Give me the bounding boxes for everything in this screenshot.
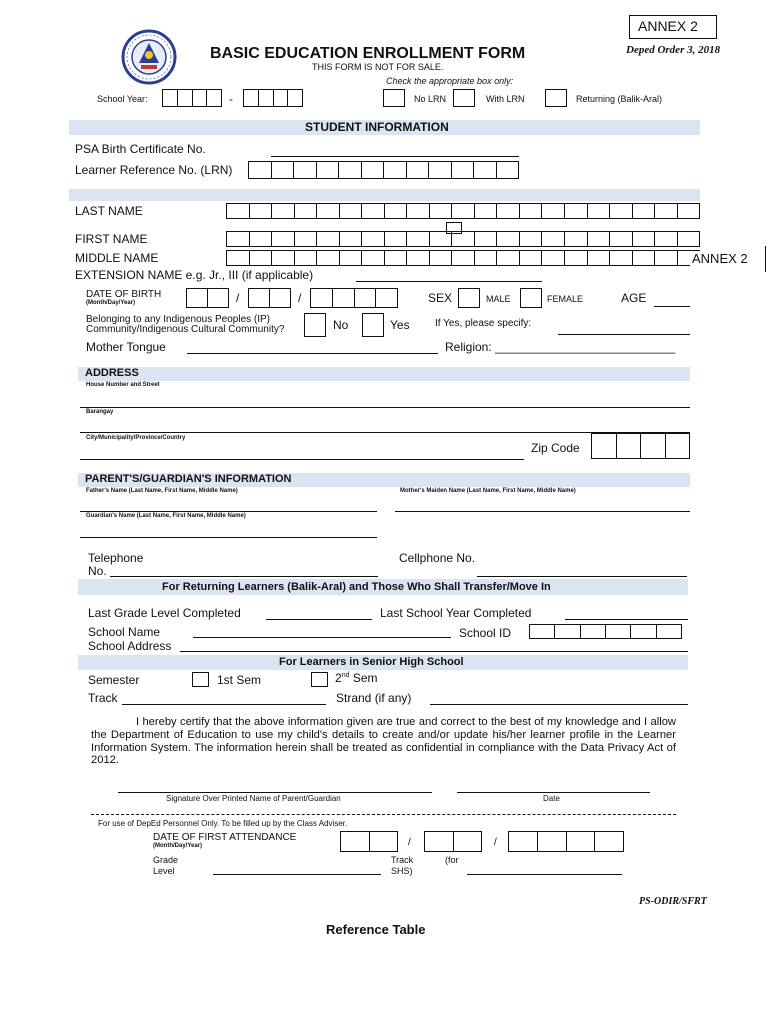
school-year-dash: - bbox=[229, 92, 233, 106]
first-attendance-label: DATE OF FIRST ATTENDANCE bbox=[153, 832, 297, 843]
semester-label: Semester bbox=[88, 673, 140, 687]
zip-code-input[interactable] bbox=[591, 433, 690, 459]
if-yes-label: If Yes, please specify: bbox=[435, 318, 532, 329]
attendance-year-input[interactable] bbox=[508, 831, 624, 852]
middle-name-input[interactable] bbox=[226, 250, 700, 266]
lrn-input[interactable] bbox=[248, 161, 519, 179]
dob-slash-1: / bbox=[236, 291, 240, 305]
last-name-input[interactable] bbox=[226, 203, 700, 219]
school-year-end-input[interactable] bbox=[243, 89, 303, 107]
school-year-label: School Year: bbox=[97, 94, 148, 104]
address-heading: ADDRESS bbox=[85, 367, 139, 379]
first-attendance-hint: (Month/Day/Year) bbox=[153, 843, 203, 849]
name-band bbox=[69, 189, 700, 201]
zip-code-label: Zip Code bbox=[531, 441, 580, 455]
extension-name-label: EXTENSION NAME e.g. Jr., III (if applicable) bbox=[75, 268, 314, 282]
ip-yes-checkbox[interactable] bbox=[362, 313, 384, 337]
guardian-name-label: Guardian's Name (Last Name, First Name, Middle Name) bbox=[86, 513, 246, 519]
strand-label: Strand (if any) bbox=[336, 691, 412, 705]
middle-name-label: MIDDLE NAME bbox=[75, 251, 159, 265]
cut-line-divider bbox=[91, 814, 676, 815]
returning-heading: For Returning Learners (Balik-Aral) and Those Who Shall Transfer/Move In bbox=[162, 581, 551, 593]
second-sem-checkbox[interactable] bbox=[311, 672, 328, 687]
ip-no-checkbox[interactable] bbox=[304, 313, 326, 337]
dob-label: DATE OF BIRTH bbox=[86, 289, 162, 300]
school-id-input[interactable] bbox=[529, 624, 682, 639]
deped-order: Deped Order 3, 2018 bbox=[626, 44, 721, 56]
form-title: BASIC EDUCATION ENROLLMENT FORM bbox=[210, 45, 526, 62]
dob-day-input[interactable] bbox=[248, 288, 291, 308]
father-name-input[interactable] bbox=[80, 511, 377, 512]
father-name-label: Father's Name (Last Name, First Name, Middle Name) bbox=[86, 488, 238, 494]
female-checkbox[interactable] bbox=[520, 288, 542, 308]
male-checkbox[interactable] bbox=[458, 288, 480, 308]
house-street-input[interactable] bbox=[80, 407, 690, 408]
dob-hint: (Month/Day/Year) bbox=[86, 300, 136, 306]
psa-label: PSA Birth Certificate No. bbox=[75, 142, 206, 156]
signature-line[interactable] bbox=[118, 792, 432, 793]
ip-yes-label: Yes bbox=[390, 318, 410, 332]
returning-label: Returning (Balik-Aral) bbox=[576, 94, 663, 104]
attendance-month-input[interactable] bbox=[340, 831, 398, 852]
dob-slash-2: / bbox=[298, 291, 302, 305]
no-lrn-checkbox[interactable] bbox=[383, 89, 405, 107]
house-street-label: House Number and Street bbox=[86, 382, 160, 388]
grade-label-2: Level bbox=[153, 866, 175, 876]
extension-name-input[interactable] bbox=[356, 281, 542, 282]
date-label: Date bbox=[543, 794, 560, 803]
attendance-slash-1: / bbox=[408, 837, 411, 848]
first-sem-checkbox[interactable] bbox=[192, 672, 209, 687]
cellphone-label: Cellphone No. bbox=[399, 551, 476, 565]
parents-heading: PARENT'S/GUARDIAN'S INFORMATION bbox=[85, 473, 292, 485]
mother-name-input[interactable] bbox=[395, 511, 690, 512]
with-lrn-label: With LRN bbox=[486, 94, 525, 104]
certification-text: I hereby certify that the above information given are true and correct to the best of my knowledge and I allow the Department of Education to use my child's details to create and/or update his/her learner profile in the Learner Information System. The information herein shall be treated as confidential in compliance with the Data Privacy Act of 2012. bbox=[91, 716, 676, 767]
mother-tongue-label: Mother Tongue bbox=[86, 340, 166, 354]
no-lrn-label: No LRN bbox=[414, 94, 447, 104]
last-sy-input[interactable] bbox=[565, 619, 688, 620]
ip-question-line1: Belonging to any Indigenous Peoples (IP) bbox=[86, 314, 271, 325]
track-for-label: (for bbox=[445, 855, 459, 865]
dob-year-input[interactable] bbox=[310, 288, 398, 308]
telephone-input[interactable] bbox=[110, 576, 378, 577]
last-grade-input[interactable] bbox=[266, 619, 372, 620]
with-lrn-checkbox[interactable] bbox=[453, 89, 475, 107]
reference-table-heading: Reference Table bbox=[326, 922, 426, 937]
first-name-input[interactable] bbox=[226, 231, 700, 247]
grade-label-1: Grade bbox=[153, 855, 179, 865]
attendance-day-input[interactable] bbox=[424, 831, 482, 852]
ip-question-line2: Community/Indigenous Cultural Community? bbox=[86, 324, 285, 335]
cellphone-input[interactable] bbox=[477, 576, 687, 577]
school-name-label: School Name bbox=[88, 625, 161, 639]
form-code: PS-ODIR/SFRT bbox=[639, 896, 707, 907]
ip-no-label: No bbox=[333, 318, 349, 332]
deped-seal-icon bbox=[121, 29, 177, 85]
guardian-name-input[interactable] bbox=[80, 537, 377, 538]
school-address-input[interactable] bbox=[180, 651, 688, 652]
last-name-label: LAST NAME bbox=[75, 204, 143, 218]
track-shs-label-1: Track bbox=[391, 855, 414, 865]
male-label: MALE bbox=[486, 294, 511, 304]
female-label: FEMALE bbox=[547, 294, 584, 304]
date-line[interactable] bbox=[457, 792, 650, 793]
psa-input[interactable] bbox=[271, 156, 519, 157]
student-info-heading: STUDENT INFORMATION bbox=[305, 120, 449, 134]
age-input[interactable] bbox=[654, 306, 690, 307]
personnel-note: For use of DepEd Personnel Only. To be filled up by the Class Adviser. bbox=[98, 819, 348, 828]
religion-label: Religion: ___________________________ bbox=[445, 340, 676, 354]
barangay-label: Barangay bbox=[86, 409, 114, 415]
returning-checkbox[interactable] bbox=[545, 89, 567, 107]
track-shs-input[interactable] bbox=[467, 874, 622, 875]
school-id-label: School ID bbox=[459, 626, 512, 640]
last-sy-label: Last School Year Completed bbox=[380, 606, 532, 620]
school-address-label: School Address bbox=[88, 639, 172, 653]
attendance-slash-2: / bbox=[494, 837, 497, 848]
annex-side-label: ANNEX 2 bbox=[692, 251, 748, 266]
annex-label: ANNEX 2 bbox=[638, 18, 698, 34]
track-shs-label-2: SHS) bbox=[391, 866, 413, 876]
mother-tongue-input[interactable] bbox=[187, 353, 438, 354]
strand-input[interactable] bbox=[430, 704, 688, 705]
lrn-label: Learner Reference No. (LRN) bbox=[75, 163, 233, 177]
address-band bbox=[78, 367, 690, 381]
city-input[interactable] bbox=[80, 459, 524, 460]
first-name-label: FIRST NAME bbox=[75, 232, 148, 246]
first-sem-label: 1st Sem bbox=[217, 673, 262, 687]
telephone-label-2: No. bbox=[88, 564, 107, 578]
signature-label: Signature Over Printed Name of Parent/Guardian bbox=[166, 794, 341, 803]
track-label: Track bbox=[88, 691, 118, 705]
track-input[interactable] bbox=[122, 704, 326, 705]
sex-label: SEX bbox=[428, 291, 453, 305]
age-label: AGE bbox=[621, 291, 647, 305]
school-year-start-input[interactable] bbox=[162, 89, 222, 107]
mother-name-label: Mother's Maiden Name (Last Name, First Name, Middle Name) bbox=[400, 488, 576, 494]
city-label: City/Municipality/Province/Country bbox=[86, 435, 186, 441]
telephone-label-1: Telephone bbox=[88, 551, 144, 565]
dob-month-input[interactable] bbox=[186, 288, 229, 308]
school-name-input[interactable] bbox=[193, 637, 451, 638]
ip-specify-input[interactable] bbox=[558, 334, 690, 335]
grade-level-input[interactable] bbox=[213, 874, 381, 875]
check-note: Check the appropriate box only: bbox=[386, 76, 514, 86]
last-grade-label: Last Grade Level Completed bbox=[88, 606, 241, 620]
form-subtitle: THIS FORM IS NOT FOR SALE. bbox=[312, 62, 444, 72]
shs-heading: For Learners in Senior High School bbox=[279, 656, 464, 668]
second-sem-label: 2nd Sem bbox=[335, 671, 378, 685]
side-divider bbox=[765, 246, 766, 272]
